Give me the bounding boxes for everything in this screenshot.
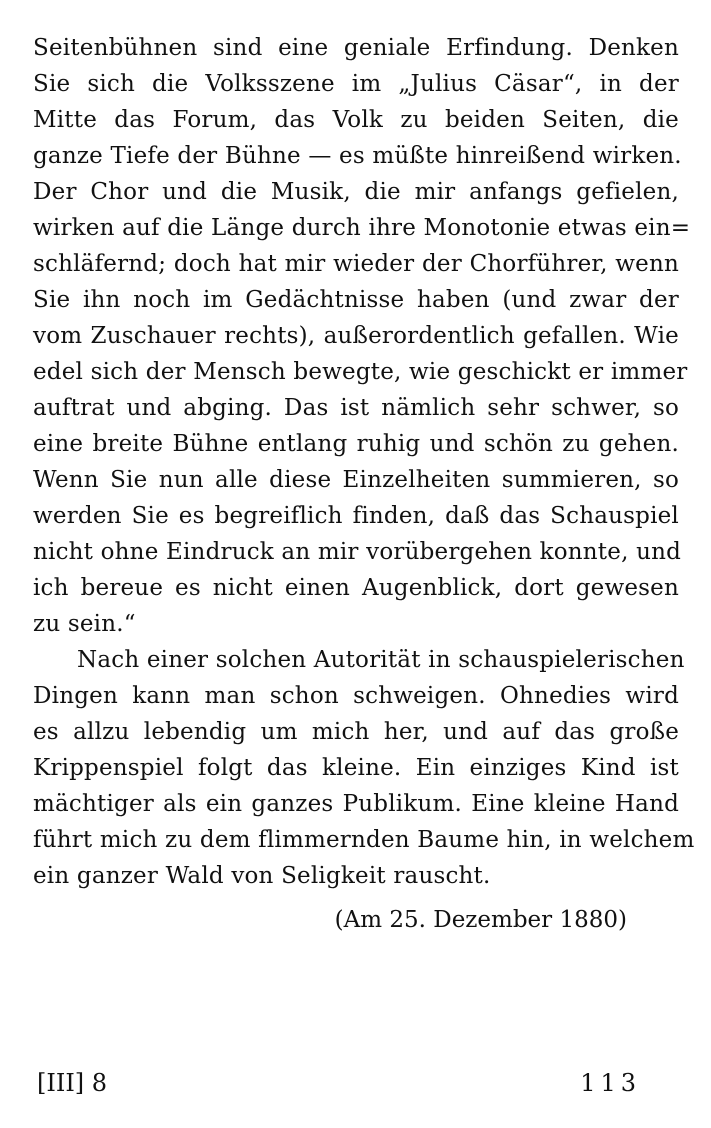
text-line: ich bereue es nicht einen Augenblick, dort gewesen xyxy=(33,575,679,601)
text-line: nicht ohne Eindruck an mir vorübergehen konnte, und xyxy=(33,539,682,565)
text-line: wirken auf die Länge durch ihre Monotonie etwas ein= xyxy=(33,215,691,241)
body-text xyxy=(33,30,695,894)
text-line: eine breite Bühne entlang ruhig und schön zu gehen. xyxy=(33,431,679,457)
text-line: auftrat und abging. Das ist nämlich sehr schwer, so xyxy=(33,395,679,421)
paragraph-end-line: ein ganzer Wald von Seligkeit rauscht. xyxy=(33,863,491,889)
text-line: Krippenspiel folgt das kleine. Ein einziges Kind ist xyxy=(33,755,679,781)
text-line: mächtiger als ein ganzes Publikum. Eine kleine Hand xyxy=(33,791,679,817)
text-line: werden Sie es begreiflich finden, daß das Schauspiel xyxy=(33,503,679,529)
text-line: edel sich der Mensch bewegte, wie geschickt er immer xyxy=(33,359,688,385)
text-line: Sie ihn noch im Gedächtnisse haben (und zwar der xyxy=(33,287,679,313)
text-line: Seitenbühnen sind eine geniale Erfindung. Denken xyxy=(33,35,679,61)
printer-signature-mark: [III] 8 xyxy=(37,1069,108,1097)
text-line: Mitte das Forum, das Volk zu beiden Seiten, die xyxy=(33,107,679,133)
text-line: es allzu lebendig um mich her, und auf das große xyxy=(33,719,679,745)
paragraph-start-line: Nach einer solchen Autorität in schauspielerischen xyxy=(77,647,685,673)
text-line: Dingen kann man schon schweigen. Ohnedies wird xyxy=(33,683,679,709)
dateline: (Am 25. Dezember 1880) xyxy=(334,907,627,933)
text-line: vom Zuschauer rechts), außerordentlich gefallen. Wie xyxy=(33,323,679,349)
paragraph-end-line: zu sein.“ xyxy=(33,611,136,637)
text-line: Wenn Sie nun alle diese Einzelheiten summieren, so xyxy=(33,467,679,493)
text-line: führt mich zu dem flimmernden Baume hin, in welchem xyxy=(33,827,695,853)
text-line: Sie sich die Volksszene im „Julius Cäsar“, in der xyxy=(33,71,679,97)
page-number: 113 xyxy=(580,1069,641,1097)
text-line: ganze Tiefe der Bühne — es müßte hinreißend wirken. xyxy=(33,143,682,169)
text-line: schläfernd; doch hat mir wieder der Chorführer, wenn xyxy=(33,251,679,277)
text-line: Der Chor und die Musik, die mir anfangs gefielen, xyxy=(33,179,679,205)
